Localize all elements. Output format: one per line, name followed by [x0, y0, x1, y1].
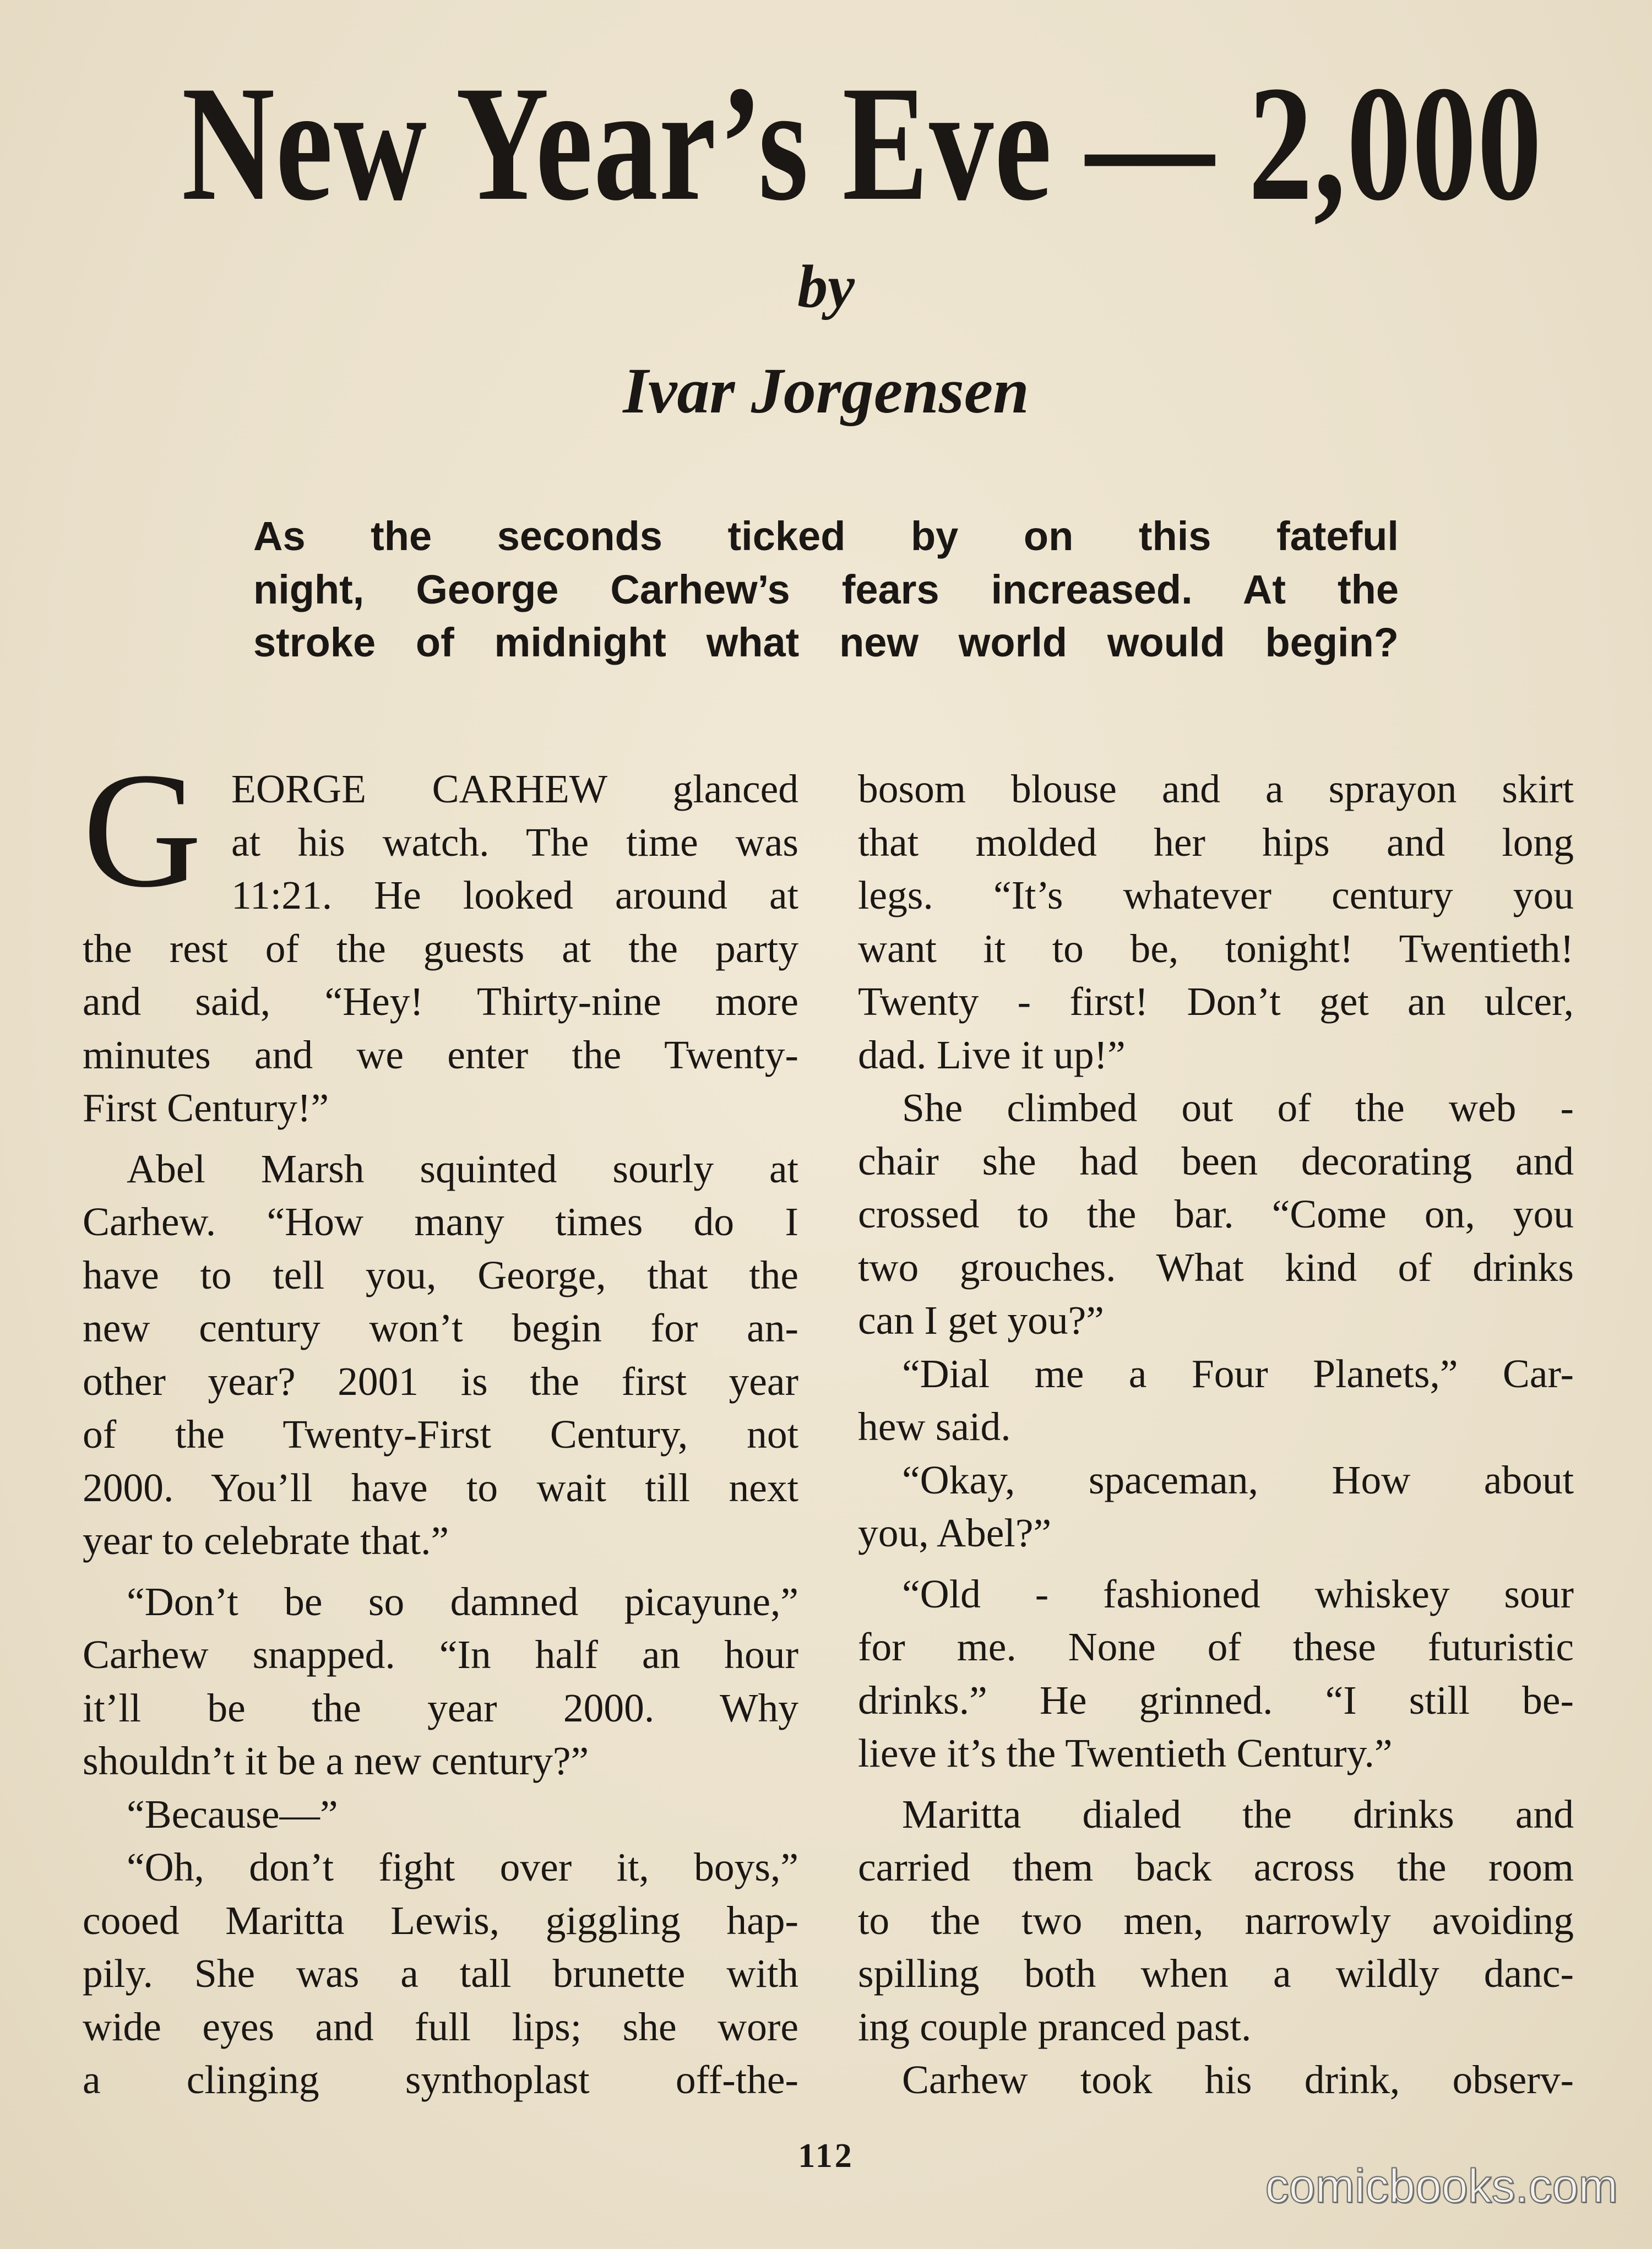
author-name: Ivar Jorgensen — [623, 355, 1029, 427]
paragraph-gap — [858, 1560, 1574, 1568]
text-line: ing couple pranced past. — [858, 2004, 1252, 2049]
text-line: crossed to the bar. “Come on, you — [858, 1192, 1574, 1236]
text-line: carried them back across the room — [858, 1845, 1574, 1889]
text-line: drinks.” He grinned. “I still be- — [858, 1677, 1574, 1723]
text-line: Maritta dialed the drinks and — [902, 1791, 1574, 1837]
blurb-line: night, George Carhew’s fears increased. At the — [253, 566, 1399, 612]
text-line: chair she had been decorating and — [858, 1138, 1574, 1183]
text-line: other year? 2001 is the first year — [83, 1359, 798, 1404]
text-line: 2000. You’ll have to wait till next — [83, 1465, 798, 1510]
story-title: New Year’s Eve — 2,000 — [182, 52, 1543, 235]
text-line: spilling both when a wildly danc- — [858, 1951, 1574, 1996]
text-line: Abel Marsh squinted sourly at — [127, 1146, 798, 1191]
text-line: to the two men, narrowly avoiding — [858, 1898, 1574, 1943]
text-line: minutes and we enter the Twenty- — [83, 1032, 798, 1077]
text-line: want it to be, tonight! Twentieth! — [858, 926, 1574, 971]
drop-cap: G — [83, 738, 202, 921]
text-line: dad. Live it up!” — [858, 1032, 1126, 1077]
text-line: that molded her hips and long — [858, 819, 1574, 865]
text-line: two grouches. What kind of drinks — [858, 1245, 1574, 1290]
blurb-line: As the seconds ticked by on this fateful — [253, 513, 1399, 559]
text-line: 11:21. He looked around at — [231, 873, 798, 917]
text-line: EORGE CARHEW glanced — [231, 767, 798, 811]
text-line: lieve it’s the Twentieth Century.” — [858, 1731, 1393, 1775]
page-number: 112 — [798, 2137, 854, 2175]
text-line: bosom blouse and a sprayon skirt — [858, 767, 1574, 811]
text-line: you, Abel?” — [858, 1511, 1052, 1555]
text-line: hew said. — [858, 1404, 1011, 1449]
text-line: Twenty - first! Don’t get an ulcer, — [858, 979, 1574, 1024]
paragraph-gap — [858, 1780, 1574, 1788]
text-line: for me. None of these futuristic — [858, 1625, 1574, 1669]
text-line: wide eyes and full lips; she wore — [83, 2004, 798, 2049]
right-text-column — [858, 763, 1574, 2107]
text-line: First Century!” — [83, 1085, 329, 1130]
text-line: pily. She was a tall brunette with — [83, 1951, 798, 1996]
text-line: “Because—” — [127, 1791, 338, 1837]
text-line: “Oh, don’t fight over it, boys,” — [127, 1845, 798, 1889]
text-line: “Dial me a Four Planets,” Car- — [902, 1351, 1574, 1396]
story-blurb — [253, 507, 1399, 666]
text-line: Carhew. “How many times do I — [83, 1199, 798, 1244]
left-text-column — [83, 738, 798, 2107]
text-line: Carhew snapped. “In half an hour — [83, 1632, 798, 1677]
text-line: at his watch. The time was — [231, 819, 798, 865]
text-line: legs. “It’s whatever century you — [858, 873, 1574, 917]
text-line: “Don’t be so damned picayune,” — [127, 1579, 798, 1624]
text-line: have to tell you, George, that the — [83, 1252, 798, 1297]
blurb-line: stroke of midnight what new world would begin? — [253, 620, 1399, 665]
text-line: the rest of the guests at the party — [83, 926, 798, 971]
paragraph-gap — [83, 1568, 798, 1576]
text-line: can I get you?” — [858, 1298, 1104, 1343]
text-line: Carhew took his drink, observ- — [902, 2057, 1574, 2102]
paragraph-gap — [83, 1135, 798, 1143]
byline: by — [797, 253, 855, 320]
text-line: cooed Maritta Lewis, giggling hap- — [83, 1898, 798, 1943]
text-line: and said, “Hey! Thirty-nine more — [83, 979, 798, 1024]
text-line: year to celebrate that.” — [83, 1518, 449, 1563]
text-line: She climbed out of the web - — [902, 1085, 1574, 1130]
text-line: a clinging synthoplast off-the- — [83, 2057, 798, 2102]
text-line: it’ll be the year 2000. Why — [83, 1685, 798, 1730]
watermark-logo: comicbooks.com — [1265, 2160, 1618, 2213]
text-line: “Old - fashioned whiskey sour — [902, 1571, 1574, 1616]
text-line: “Okay, spaceman, How about — [902, 1457, 1574, 1502]
text-line: new century won’t begin for an- — [83, 1306, 798, 1350]
text-line: of the Twenty-First Century, not — [83, 1412, 798, 1457]
text-line: shouldn’t it be a new century?” — [83, 1739, 589, 1783]
